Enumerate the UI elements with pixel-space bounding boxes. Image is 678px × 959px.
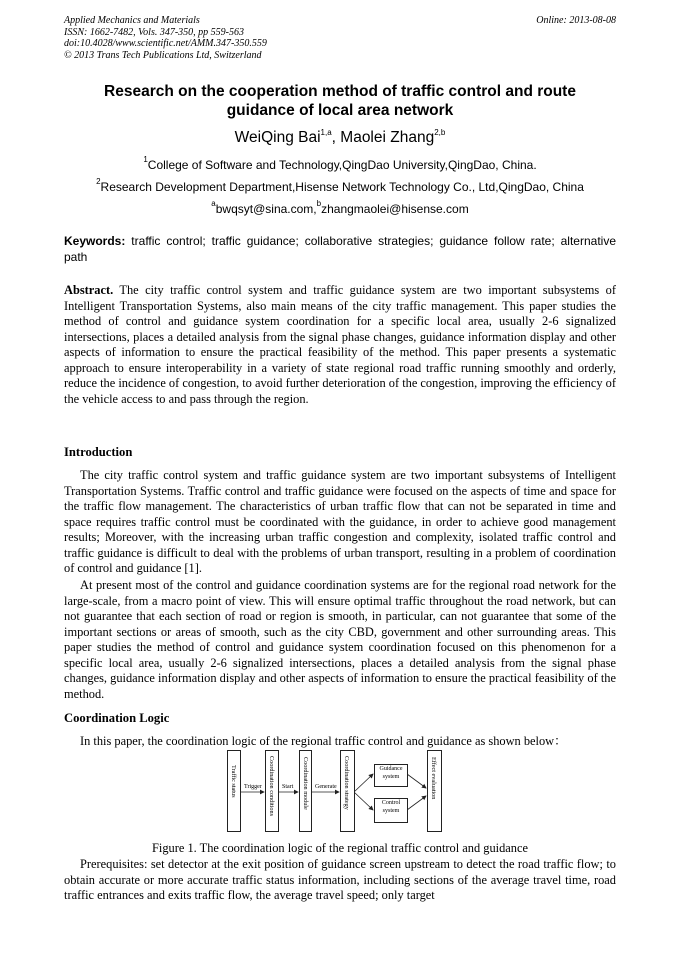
coordination-module-label: Coordination module [302, 757, 309, 810]
affiliation-2-sup: 2 [96, 177, 101, 186]
start-label: Start [282, 784, 294, 790]
affiliation-2-text: Research Development Department,Hisense Network Technology Co., Ltd,QingDao, China [100, 180, 584, 194]
keywords [64, 233, 616, 265]
keywords-label: Keywords: [64, 234, 126, 248]
generate-label: Generate [315, 784, 337, 790]
control-system-label: Control system [381, 800, 401, 814]
affiliation-1-sup: 1 [143, 155, 148, 164]
copyright-line: © 2013 Trans Tech Publications Ltd, Switzerland [64, 49, 262, 61]
coordination-paragraph: In this paper, the coordination logic of the regional traffic control and guidance as shown below： [80, 734, 567, 748]
title-line-1: Research on the cooperation method of traffic control and route [104, 83, 576, 100]
keywords-text: traffic control; traffic guidance; collaborative strategies; guidance follow rate; alternative path [64, 234, 616, 264]
issn-line: ISSN: 1662-7482, Vols. 347-350, pp 559-563 [64, 26, 244, 38]
effect-evaluation-box [427, 750, 442, 832]
paper-title [64, 82, 616, 120]
email-b-sup: b [316, 199, 322, 208]
abstract-text: The city traffic control system and traffic guidance system are two important subsystems of Intelligent Transportation Systems, also main means of the city traffic management. This paper studies the method of control and guidance system coordination for a specific local area, usually 2-6 signalized intersections, places a detailed analysis from the signal phase changes, guidance information display and other aspects of information to ensure the practical feasibility of the method. This paper presents a systematic approach to ensure interoperability in a variety of state regional road traffic running smoothly and orderly, reduce the incidence of congestion, to avoid further deterioration of the congestion, improving the efficiency of the vehicle access to and pass through the region. [64, 283, 616, 406]
email-a-sup: a [211, 199, 216, 208]
traffic-status-box [227, 750, 241, 832]
author-2-sup: 2,b [434, 128, 446, 137]
guidance-system-box [374, 764, 408, 787]
coordination-logic-diagram [227, 750, 453, 832]
abstract [64, 283, 616, 407]
affiliation-2 [64, 177, 616, 194]
introduction-paragraph-1: The city traffic control system and traffic guidance system are two important subsystems of Intelligent Transportation Systems. Traffic control and traffic guidance were focused on the aspects of time and space for the traffic flow management. The characteristics of urban traffic flow that can not be separated in time and space requires traffic control must be coordinated with the guidance, in order to achieve good management results; Moreover, with the increasing urban traffic congestion and complexity, isolated traffic control and traffic guidance is difficult to deal with the problems of urban transport, resulting in a problem of coordination of control and guidance [1]. [64, 468, 616, 575]
journal-name: Applied Mechanics and Materials [64, 15, 200, 26]
coordination-conditions-label: Coordination conditions [268, 756, 275, 816]
author-separator: , [331, 129, 341, 146]
introduction-heading: Introduction [64, 445, 133, 459]
journal-header [64, 15, 616, 61]
online-date: Online: 2013-08-08 [536, 15, 616, 26]
introduction-paragraph-2: At present most of the control and guidance coordination systems are for the regional road network for the large-scale, from a macro point of view. This will ensure optimal traffic throughout the road network, but can not guarantee that each section of road or region is smooth, in particular, can not guarantee that some of the important sections or areas of smooth, such as the city CBD, government and other surrounding areas. This paper studies the method of control and guidance system coordination focused on this phenomenon for a specific local area, usually 2-6 signalized intersections, places a detailed analysis from the signal phase changes, guidance information display and other aspects of information to ensure the practical feasibility of the method. [64, 578, 616, 701]
traffic-status-label: Traffic status [230, 765, 237, 798]
author-1-sup: 1,a [320, 128, 332, 137]
author-list [64, 128, 616, 147]
doi-line: doi:10.4028/www.scientific.net/AMM.347-350.559 [64, 38, 267, 49]
coordination-logic-heading: Coordination Logic [64, 711, 170, 725]
email-b[interactable]: zhangmaolei@hisense.com [321, 202, 469, 216]
figure-caption: Figure 1. The coordination logic of the regional traffic control and guidance [152, 841, 528, 855]
guidance-system-label: Guidance system [379, 766, 403, 780]
abstract-label: Abstract. [64, 283, 114, 297]
title-line-2: guidance of local area network [226, 102, 454, 119]
affiliation-1-text: College of Software and Technology,QingDao University,QingDao, China. [147, 158, 537, 172]
control-system-box [374, 798, 408, 823]
effect-evaluation-label: Effect evaluation [430, 757, 437, 800]
prerequisites-paragraph: Prerequisites: set detector at the exit position of guidance screen upstream to detect the road traffic flow; to obtain accurate or more accurate traffic status information, including sections of the average travel time, road traffic entrances and exits traffic flow, the average travel speed; only target [64, 857, 616, 902]
coordination-strategy-box [340, 750, 355, 832]
email-line [64, 199, 616, 216]
email-a[interactable]: bwqsyt@sina.com, [215, 202, 317, 216]
coordination-conditions-box [265, 750, 279, 832]
author-1-name: WeiQing Bai [234, 129, 321, 146]
author-2-name: Maolei Zhang [340, 129, 435, 146]
coordination-module-box [299, 750, 312, 832]
trigger-label: Trigger [244, 784, 262, 790]
affiliation-1 [64, 155, 616, 172]
coordination-strategy-label: Coordination strategy [343, 756, 350, 810]
